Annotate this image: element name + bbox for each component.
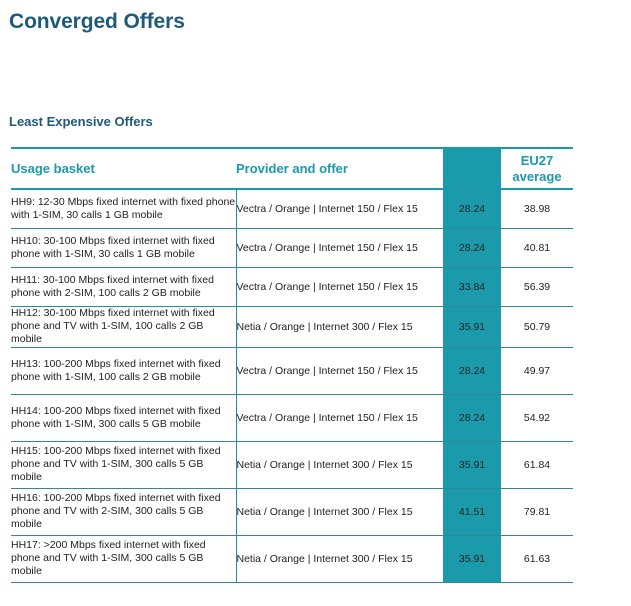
table-row <box>11 535 573 582</box>
usage-basket-cell: HH17: >200 Mbps fixed internet with fixed phone and TV with 1-SIM, 300 calls 5 GB mobile <box>11 535 236 582</box>
table-row <box>11 306 573 347</box>
column-header-provider: Provider and offer <box>236 148 443 189</box>
column-header-eur-ppp: EUR/ PPP <box>443 148 501 189</box>
eu27-average-cell: 40.81 <box>501 228 573 267</box>
provider-cell: Vectra / Orange | Internet 150 / Flex 15 <box>236 347 443 394</box>
page-title: Converged Offers <box>9 10 185 33</box>
usage-basket-cell: HH11: 30-100 Mbps fixed internet with fixed phone with 2-SIM, 100 calls 2 GB mobile <box>11 267 236 306</box>
provider-cell: Vectra / Orange | Internet 150 / Flex 15 <box>236 394 443 441</box>
provider-cell: Netia / Orange | Internet 300 / Flex 15 <box>236 306 443 347</box>
eur-ppp-cell: 28.24 <box>443 347 501 394</box>
eu27-average-cell: 56.39 <box>501 267 573 306</box>
eu27-average-cell: 54.92 <box>501 394 573 441</box>
eur-ppp-cell: 28.24 <box>443 189 501 228</box>
provider-cell: Vectra / Orange | Internet 150 / Flex 15 <box>236 228 443 267</box>
eur-ppp-cell: 35.91 <box>443 441 501 488</box>
usage-basket-cell: HH14: 100-200 Mbps fixed internet with fixed phone with 1-SIM, 300 calls 5 GB mobile <box>11 394 236 441</box>
table-row <box>11 347 573 394</box>
usage-basket-cell: HH10: 30-100 Mbps fixed internet with fixed phone with 1-SIM, 30 calls 1 GB mobile <box>11 228 236 267</box>
table-row <box>11 189 573 228</box>
eur-ppp-cell: 41.51 <box>443 488 501 535</box>
column-header-eu27-average: EU27 average <box>501 148 573 189</box>
provider-cell: Netia / Orange | Internet 300 / Flex 15 <box>236 488 443 535</box>
usage-basket-cell: HH16: 100-200 Mbps fixed internet with fixed phone and TV with 2-SIM, 300 calls 5 GB mobile <box>11 488 236 535</box>
table-row <box>11 488 573 535</box>
provider-cell: Netia / Orange | Internet 300 / Flex 15 <box>236 441 443 488</box>
offers-table <box>11 147 573 583</box>
section-title: Least Expensive Offers <box>9 114 153 129</box>
usage-basket-cell: HH9: 12-30 Mbps fixed internet with fixed phone with 1-SIM, 30 calls 1 GB mobile <box>11 189 236 228</box>
provider-cell: Vectra / Orange | Internet 150 / Flex 15 <box>236 267 443 306</box>
eu27-average-cell: 50.79 <box>501 306 573 347</box>
eur-ppp-cell: 35.91 <box>443 306 501 347</box>
header-row <box>11 148 573 189</box>
eu27-average-cell: 61.63 <box>501 535 573 582</box>
usage-basket-cell: HH15: 100-200 Mbps fixed internet with fixed phone and TV with 1-SIM, 300 calls 5 GB mobile <box>11 441 236 488</box>
eur-ppp-cell: 35.91 <box>443 535 501 582</box>
eu27-average-cell: 61.84 <box>501 441 573 488</box>
eu27-average-cell: 49.97 <box>501 347 573 394</box>
usage-basket-cell: HH13: 100-200 Mbps fixed internet with fixed phone with 1-SIM, 100 calls 2 GB mobile <box>11 347 236 394</box>
provider-cell: Vectra / Orange | Internet 150 / Flex 15 <box>236 189 443 228</box>
eu27-average-cell: 79.81 <box>501 488 573 535</box>
usage-basket-cell: HH12: 30-100 Mbps fixed internet with fixed phone and TV with 1-SIM, 100 calls 2 GB mobile <box>11 306 236 347</box>
table-row <box>11 394 573 441</box>
provider-cell: Netia / Orange | Internet 300 / Flex 15 <box>236 535 443 582</box>
eur-ppp-cell: 28.24 <box>443 228 501 267</box>
eu27-average-cell: 38.98 <box>501 189 573 228</box>
table-row <box>11 228 573 267</box>
eur-ppp-cell: 28.24 <box>443 394 501 441</box>
table-row <box>11 267 573 306</box>
table-row <box>11 441 573 488</box>
column-header-usage-basket: Usage basket <box>11 148 236 189</box>
eur-ppp-cell: 33.84 <box>443 267 501 306</box>
